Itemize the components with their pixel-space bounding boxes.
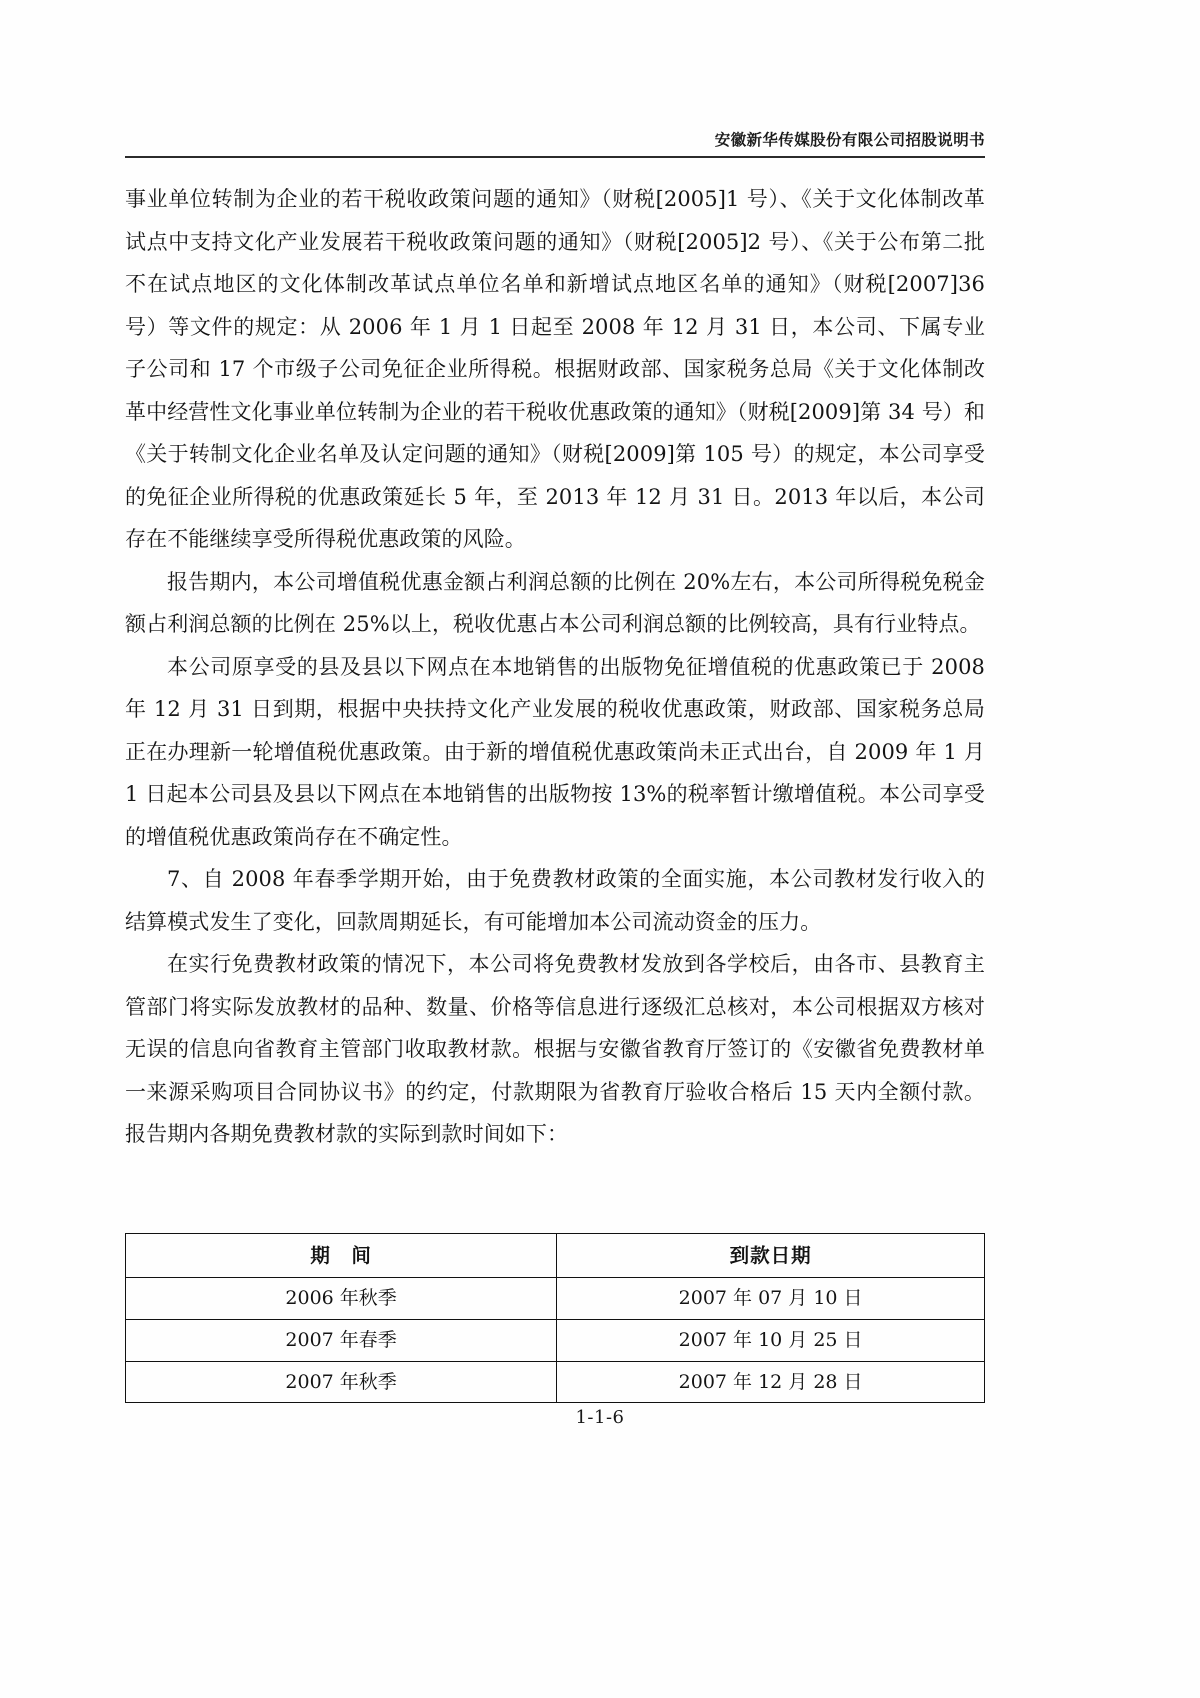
body-paragraph-4: 7、自 2008 年春季学期开始，由于免费教材政策的全面实施，本公司教材发行收入的结算模式发生了变化，回款周期延长，有可能增加本公司流动资金的压力。	[125, 867, 985, 934]
cell-period: 2007 年春季	[126, 1320, 557, 1362]
cell-payment-date: 2007 年 10 月 25 日	[557, 1320, 985, 1362]
cell-period: 2007 年秋季	[126, 1361, 557, 1403]
body-paragraph-1: 事业单位转制为企业的若干税收政策问题的通知》（财税[2005]1 号）、《关于文化体制改革试点中支持文化产业发展若干税收政策问题的通知》（财税[2005]2 号）、《关于公布第二批不在试点地区的文化体制改革试点单位名单和新增试点地区名单的通知》（财税[2007]36 号）等文件的规定：从 2006 年 1 月 1 日起至 2008 年 12 月 31 日，本公司、下属专业子公司和 17 个市级子公司免征企业所得税。根据财政部、国家税务总局《关于文化体制改革中经营性文化事业单位转制为企业的若干税收优惠政策的通知》（财税[2009]第 34 号）和《关于转制文化企业名单及认定问题的通知》（财税[2009]第 105 号）的规定，本公司享受的免征企业所得税的优惠政策延长 5 年，至 2013 年 12 月 31 日。2013 年以后，本公司存在不能继续享受所得税优惠政策的风险。	[125, 187, 985, 551]
column-header-period: 期 间	[126, 1234, 557, 1278]
document-body	[125, 178, 985, 1156]
header-divider-rule	[125, 156, 985, 158]
cell-payment-date: 2007 年 12 月 28 日	[557, 1361, 985, 1403]
table-row	[126, 1278, 985, 1320]
cell-payment-date: 2007 年 07 月 10 日	[557, 1278, 985, 1320]
body-paragraph-3: 本公司原享受的县及县以下网点在本地销售的出版物免征增值税的优惠政策已于 2008 年 12 月 31 日到期，根据中央扶持文化产业发展的税收优惠政策，财政部、国家税务总局正在办理新一轮增值税优惠政策。由于新的增值税优惠政策尚未正式出台，自 2009 年 1 月 1 日起本公司县及县以下网点在本地销售的出版物按 13%的税率暂计缴增值税。本公司享受的增值税优惠政策尚存在不确定性。	[125, 654, 985, 849]
cell-period: 2006 年秋季	[126, 1278, 557, 1320]
payment-schedule-table	[125, 1233, 985, 1403]
body-paragraph-2: 报告期内，本公司增值税优惠金额占利润总额的比例在 20%左右，本公司所得税免税金额占利润总额的比例在 25%以上，税收优惠占本公司利润总额的比例较高，具有行业特点。	[125, 569, 985, 636]
page-number-footer: 1-1-6	[575, 1407, 625, 1428]
body-paragraph-5: 在实行免费教材政策的情况下，本公司将免费教材发放到各学校后，由各市、县教育主管部门将实际发放教材的品种、数量、价格等信息进行逐级汇总核对，本公司根据双方核对无误的信息向省教育主管部门收取教材款。根据与安徽省教育厅签订的《安徽省免费教材单一来源采购项目合同协议书》的约定，付款期限为省教育厅验收合格后 15 天内全额付款。报告期内各期免费教材款的实际到款时间如下：	[125, 952, 985, 1146]
table-row	[126, 1320, 985, 1362]
payment-schedule-table-wrapper	[125, 1233, 985, 1403]
document-header-title: 安徽新华传媒股份有限公司招股说明书	[714, 130, 985, 149]
page-header	[0, 0, 1200, 165]
column-header-payment-date: 到款日期	[557, 1234, 985, 1278]
table-row	[126, 1361, 985, 1403]
table-header-row	[126, 1234, 985, 1278]
